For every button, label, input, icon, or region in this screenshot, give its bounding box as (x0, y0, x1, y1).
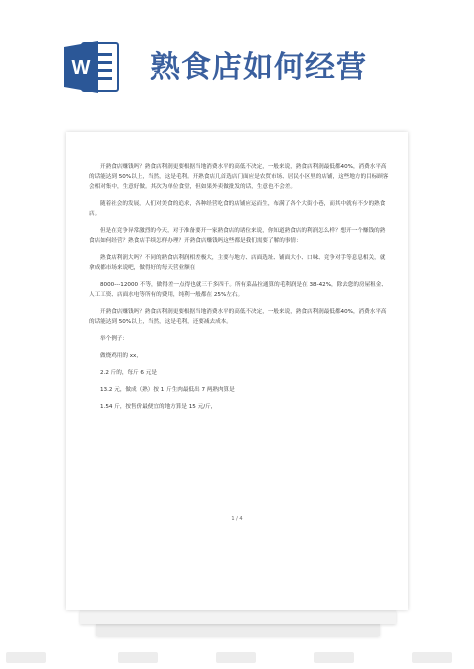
document-page (66, 132, 408, 610)
word-document-icon (60, 35, 124, 99)
watermark-block (6, 652, 46, 663)
paragraph: 13.2 元，做成（熟）按 1 斤生肉最低出 7 两熟肉算是 (100, 387, 235, 393)
watermark-block (216, 652, 256, 663)
page-number: 1 / 4 (231, 516, 243, 522)
page-stack-shadow (80, 610, 396, 624)
paragraph: 开熟食店赚钱吗？熟食店利润更要根据当地消费水平的高低不决定，一般来说，熟食店利润最低都40%，消费水平高的话能达到 50%以上，当然，这是毛利。开熟食店几首选店门面应是农贸市场、居民小区里的店铺，这些地方的目标顾客会相对集中，生意好做。其次为单位食堂，但如果外卖做批发的话，生意也不会差。 (89, 164, 389, 190)
watermark-block (118, 652, 158, 663)
watermark-block (314, 652, 354, 663)
paragraph: 熟食店利润大吗？不同的熟食店利润相差极大，主要与地方、店面选址、铺面大小、口味、竞争对手等息息相关，就拿成都市场来说吧，做得好的每天营业额在 (89, 255, 386, 271)
paragraph: 1.54 斤，按售价最便宜的地方算是 15 元/斤， (100, 404, 217, 410)
document-header (0, 0, 474, 115)
paragraph: 随着社会的发展，人们对美食的追求，各种经营吃食的店铺应运而生，布满了各个大街小巷，而其中就有不少的熟食店。 (89, 201, 386, 217)
word-icon-letter: W (71, 57, 91, 79)
document-body (89, 162, 389, 419)
paragraph: 开熟食店赚钱吗？熟食店利润更要根据当地消费水平的高低不决定，一般来说，熟食店利润最低都40%，消费水平高的话能达到 50%以上，当然，这是毛利，还要减去成本。 (89, 309, 387, 325)
page-stack-shadow (96, 624, 380, 636)
paragraph: 但是在竞争异常激烈的今天，对于准备要开一家熟食店的诸位来说，你知道熟食店的利润怎么样？想开一个赚钱的熟食店如何经营？熟食店手续怎样办理？开熟食店赚钱吗这些都是我们需要了解的事情： (89, 228, 386, 244)
paragraph: 做烧鸡用的 xx， (100, 353, 142, 359)
page-title: 熟食店如何经营 (150, 50, 367, 85)
watermark-block (412, 652, 452, 663)
paragraph: 8000---12000 不等，做得差一点得也就三千多四千。所有菜品拉通算的毛利润是在 38-42%，除去您的房屋租金、人工工资、店面水电等所有的费用，纯利一般都在 25%左右。 (89, 282, 387, 298)
paragraph: 举个例子： (100, 336, 128, 342)
paragraph: 2.2 斤的，每斤 6 元是 (100, 370, 157, 376)
